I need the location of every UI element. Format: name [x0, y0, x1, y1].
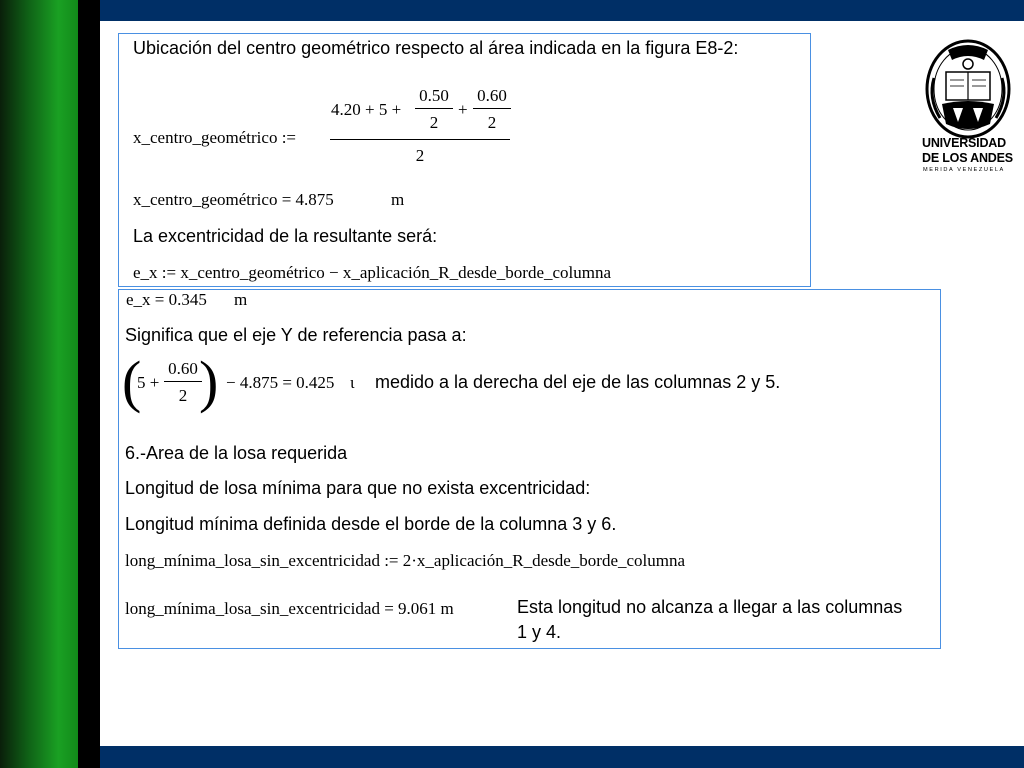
- note-line-2: 1 y 4.: [517, 622, 562, 642]
- expression-first-term: 5 +: [137, 373, 160, 392]
- expression-text: medido a la derecha del eje de las columnas 2 y 5.: [375, 372, 781, 392]
- expression-result: − 4.875 = 0.425: [226, 373, 335, 392]
- expression-unit: ι: [350, 373, 355, 392]
- calculation-box-1: [118, 33, 811, 287]
- slab-length-text: Longitud de losa mínima para que no exista excentricidad:: [125, 478, 591, 498]
- numerator-terms: 4.20 + 5 +: [331, 100, 402, 119]
- eccentricity-definition: e_x := x_centro_geométrico − x_aplicación_R_desde_borde_columna: [133, 263, 612, 282]
- fraction-1-numerator: 0.50: [419, 86, 449, 105]
- logo-text-line-3: MERIDA VENEZUELA: [923, 167, 1005, 173]
- top-blue-bar: [100, 0, 1024, 21]
- expression-fraction-denominator: 2: [178, 386, 188, 405]
- note-line-1: Esta longitud no alcanza a llegar a las columnas: [517, 597, 903, 617]
- logo-text-line-2: DE LOS ANDES: [922, 151, 1013, 165]
- fraction-1-line: [415, 108, 453, 109]
- left-green-band: [0, 0, 78, 768]
- centroid-result-unit: m: [391, 190, 405, 209]
- fraction-2-numerator: 0.60: [477, 86, 507, 105]
- logo-text-line-1: UNIVERSIDAD: [922, 136, 1006, 150]
- expression-fraction-line: [164, 381, 202, 382]
- fraction-2-denominator: 2: [487, 113, 497, 132]
- right-paren: ): [199, 349, 219, 414]
- bottom-blue-bar: [100, 746, 1024, 768]
- expression-fraction-numerator: 0.60: [168, 359, 198, 378]
- axis-text: Significa que el eje Y de referencia pasa a:: [125, 325, 467, 345]
- eccentricity-result: e_x = 0.345: [126, 290, 207, 309]
- min-length-text: Longitud mínima definida desde el borde de la columna 3 y 6.: [125, 514, 617, 534]
- centroid-heading: Ubicación del centro geométrico respecto al área indicada en la figura E8-2:: [133, 38, 739, 58]
- centroid-definition-lhs: x_centro_geométrico :=: [133, 128, 297, 147]
- left-paren: (: [122, 349, 142, 414]
- main-denominator: 2: [415, 146, 425, 165]
- eccentricity-result-unit: m: [234, 290, 248, 309]
- eccentricity-text: La excentricidad de la resultante será:: [133, 226, 438, 246]
- fraction-2-line: [473, 108, 511, 109]
- section-heading: 6.-Area de la losa requerida: [125, 443, 348, 463]
- min-length-definition: long_mínima_losa_sin_excentricidad := 2·x_aplicación_R_desde_borde_columna: [125, 551, 686, 570]
- left-black-band: [78, 0, 100, 768]
- plus-sign: +: [458, 100, 468, 119]
- min-length-result: long_mínima_losa_sin_excentricidad = 9.061 m: [125, 599, 454, 618]
- main-fraction-line: [330, 139, 510, 140]
- fraction-1-denominator: 2: [429, 113, 439, 132]
- centroid-result: x_centro_geométrico = 4.875: [133, 190, 334, 209]
